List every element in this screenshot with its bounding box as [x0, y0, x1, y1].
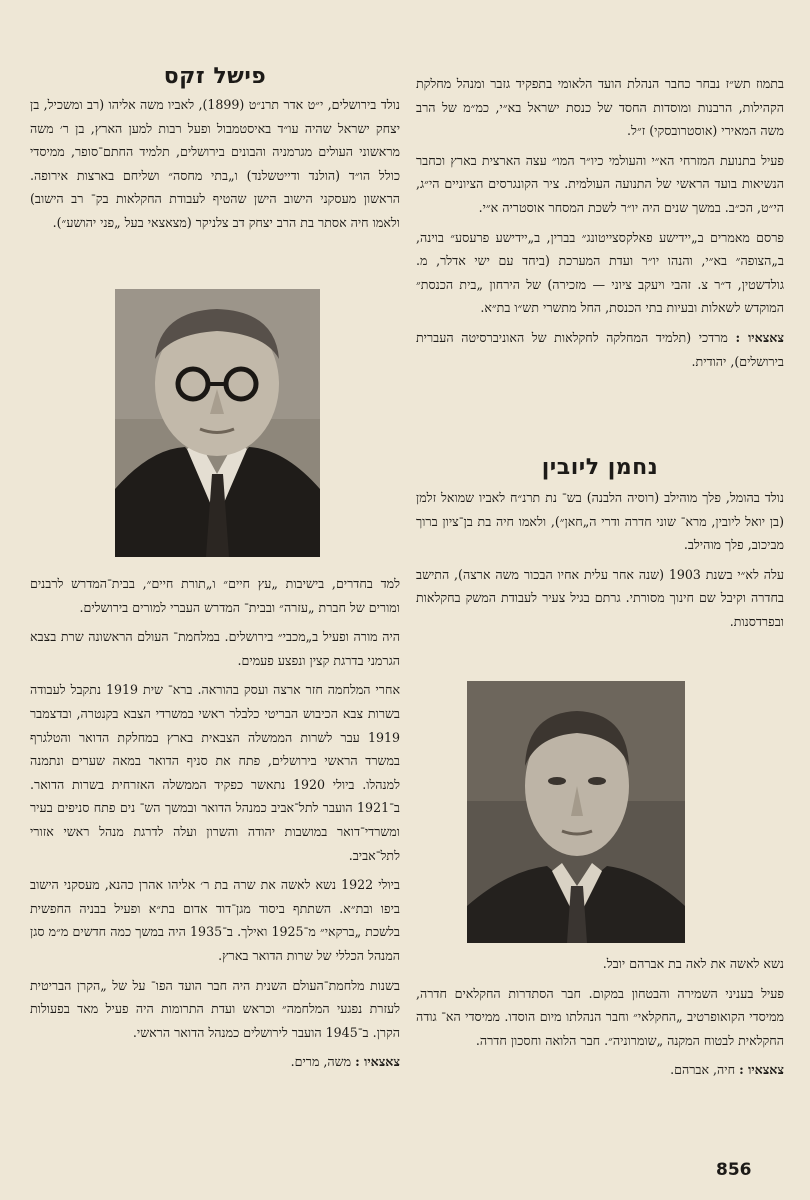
descendants-label: צאצאיו :	[735, 329, 784, 345]
paragraph: פרסם מאמרים ב„יידישע פאלקסצייטונג״ בברין, ב„יידישע פרעסע״ בוינה, ב„הצופה״ בא״י, והנהו יו״ר ועדת המערכת (ביחד עם ישי אדלר, מ. גולדשטין, ד״ר צ. זהבי ויעקב ציוני — מזכירה) של הירחון „בית הכנסת״ המוקדש לשאלות ובעיות בתי הכנסת, החל מתשרי תש״ו בת״א.	[416, 229, 784, 316]
descendants-text: חיה, אברהם.	[670, 1062, 736, 1078]
sachs-bio	[30, 93, 400, 241]
paragraph: פעיל בתנועת המזרחי הא״י והעולמי כיו״ר המו״ עצה הארצית בארץ וכחבר הנשיאות בועד הראשי של התנועה העולמית. ציר הקונגרסים הציוניים הי״ג, הי״ט, הכ״ב. במשך שנים היה יו״ר לשכת המסחר אוסטריה א״י.	[416, 152, 784, 215]
paragraph: נולד בהומל, פלך מוהילב (רוסיה הלבנה) בש־ נת תרנ״ח לאביו שמואל זלמן (בן יואל ליובין, מרא־ שוני חדרה ודרי ה„חאן״), ולאמו חיה בת בן־ציון ברוך מביכוב, פלך מוהילב.	[416, 490, 784, 553]
descendants-text: משה, מרים.	[290, 1054, 352, 1070]
sachs-bio-continued	[30, 572, 400, 1080]
entry-title: נחמן ליובין	[541, 455, 659, 480]
levin-bio	[416, 486, 784, 640]
paragraph: בתמוז תש״ז נבחר כחבר הנהלת הועד הלאומי בתפקיד גזבר ומנהל מחלקת הקהילות, הרבנות ומוסדות החסד של כנסת ישראל בא״י, כמ״מ של הרב משה המאירי (אוסטרובסקי) ז״ל.	[416, 76, 784, 139]
descendants-line	[416, 1058, 784, 1082]
portrait-photo	[467, 681, 685, 943]
previous-bio-continuation	[416, 72, 784, 379]
paragraph: אחרי המלחמה חזר ארצה ועסק בהוראה. ברא־ שית 1919 נתקבל לעבודה בשרות צבא הכיבוש הבריטי כלבלר ראשי במשרדי הצבא בקנטרה, ובדצמבר 1919 עבר לשרות הממשלה הצבאית בארץ במחלקת הדואר והטלגרף במשרד הראשי בירושלים, פתח את סניף הדואר במאה שערים ונתמנה למנהלו. ביולי 1920 נתאשר כפקיד הממשלה האזרחית בשרות הדואר. ב־1921 הועבר לתל־אביב כמנהל הדואר ובמשך הש־ נים פתח סניפים בעיר ומשרדי־דואר במושבות יהודה והשרון ועלה לדרגת מנהל ראשי אזורי לתל־אביב.	[30, 682, 400, 863]
paragraph: פעיל בעניני השמירה והבטחון במקום. חבר הסתדרות החקלאים חדרה, ממיסדי הקואופרטיב „החקלאי״ וחבר הנהלתו מיום הוסדו. ממיסדי הא־ גודה החקלאית לבטוח המקנה „שומרוניה״. חבר הלואה וחסכון חדרה.	[416, 985, 784, 1048]
page-number: 856	[716, 1160, 752, 1180]
levin-bio-continued	[416, 952, 784, 1088]
paragraph: למד בחדרים, בישיבות „עץ חיים״ ו„תורת חיים״, בבית־המדרש לרבנים ומורים של חברת „עזרה״ ובבית־ המדרש העברי למורים בירושלים.	[30, 576, 400, 615]
descendants-text: מרדכי (תלמיד המחלקה לחקלאות של האוניברסיטה העברית בירושלים), יהודית.	[416, 329, 784, 369]
descendants-label: צאצאיו :	[739, 1062, 784, 1078]
portrait-image	[115, 289, 320, 557]
descendants-line	[30, 1050, 400, 1074]
paragraph: היה מורה ופעיל ב„מכבי״ בירושלים. במלחמת־ העולם הראשונה שרת בצבא הגרמני בדרגת קצין ונפצע פעמים.	[30, 629, 400, 668]
paragraph: עלה לא״י בשנת 1903 (שנה אחר עלית אחיו הבכור משה ארצה), התישב בחדרה וקיבל שם חינוך מסורתי. גרתם בגיל צעיר לעבודת המשק בחקלאות ובפרדסנות.	[416, 566, 784, 629]
portrait-photo	[115, 289, 320, 557]
portrait-image	[467, 681, 685, 943]
entry-title: פישל זקס	[163, 64, 267, 89]
photo-caption: נשא לאשה את לאה בת אברהם יובל.	[602, 956, 784, 971]
paragraph: נולד בירושלים, י״ט אדר תרנ״ט (1899), לאביו משה אליהו (רב ומשכיל, בן יצחק ישראל שהיה עו״ד באיסטמבול ופעל רבות למען הארץ, בן ר׳ משה מראשוני העולים מגרמניה והבונים בירושלים, תלמיד החתם־סופר, ממיסדי כולל הו״ד (הולנד ודייטשלנד) ו„בתי מחסה״ ושליחם בארצות אירופה. הראשון מעסקני הישוב הישן שהטיף לעבודת החקלאות בק־ רב הישוב) ולאמו חיה אסתר בת הרב יצחק דב צלניקר (מצאצאי בעל „פני יהושע״).	[30, 97, 400, 230]
descendants-line	[416, 326, 784, 373]
descendants-label: צאצאיו :	[355, 1054, 400, 1070]
paragraph: בשנות מלחמת־העולם השנית היה חבר הועד הפו־ על של „הקרן הבריטית לעזרת נפגעי המלחמה״ וכראש ועדת התרומות היה פעיל מאד בפעולות הקרן. ב־1945 הועבר לירושלים כמנהל הדואר הראשי.	[30, 977, 400, 1040]
paragraph: ביולי 1922 נשא לאשה את שרה בת ר׳ אליהו אהרן כהנא, מעסקני הישוב ביפו ובת״א. השתתף ביסוד מגן־דוד אדום בת״א ופעיל בבניה החפשית בלשכת „ברקאי״ מ־1925 ואילך. ב־1935 היה במשך כמה חדשים מ״מ סגן המנהל הכללי של שרות הדואר בארץ.	[30, 877, 400, 963]
